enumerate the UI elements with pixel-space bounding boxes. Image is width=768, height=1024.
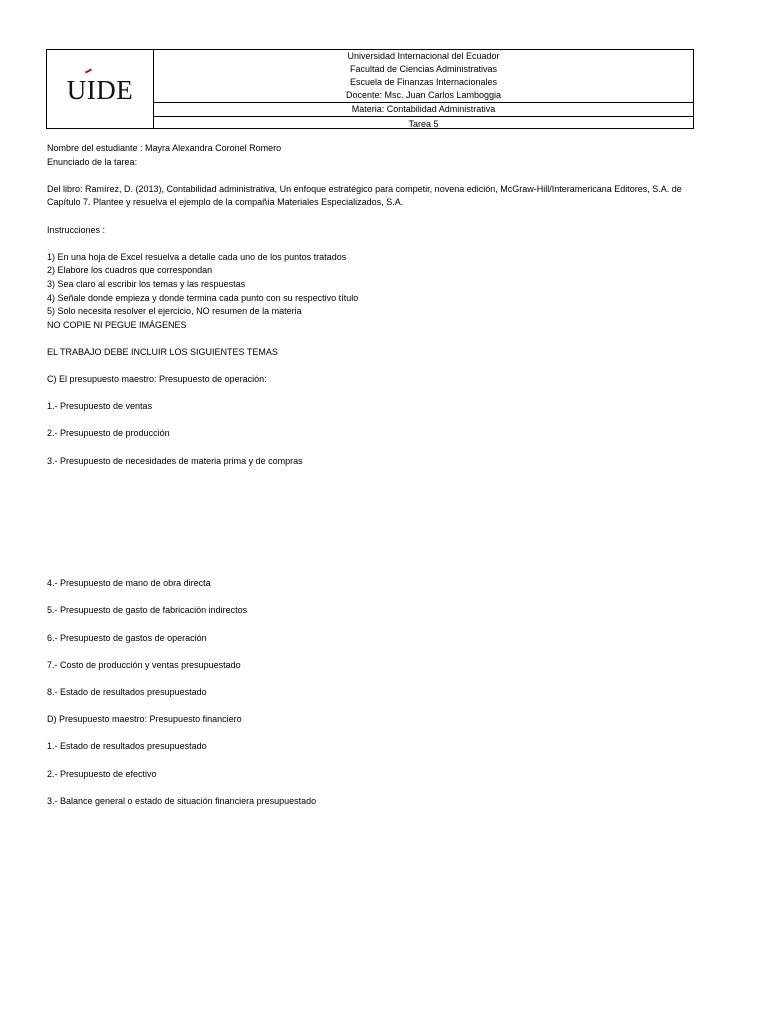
section-c-item: 5.- Presupuesto de gasto de fabricación indirectos <box>47 605 248 616</box>
section-d-item: 2.- Presupuesto de efectivo <box>47 768 157 779</box>
document-header <box>46 49 694 129</box>
section-c-item: 1.- Presupuesto de ventas <box>47 401 153 412</box>
instruction-item: 1) En una hoja de Excel resuelva a detalle cada uno de los puntos tratados <box>47 251 347 262</box>
section-c-item: 8.- Estado de resultados presupuestado <box>47 687 207 697</box>
section-c-item: 4.- Presupuesto de mano de obra directa <box>47 578 211 589</box>
section-c-item: 7.- Costo de producción y ventas presupuestado <box>47 659 241 670</box>
section-d-item: 3.- Balance general o estado de situación financiera presupuestado <box>47 795 317 806</box>
statement-label: Enunciado de la tarea: <box>47 156 138 167</box>
header-info <box>154 50 693 128</box>
instruction-item: 5) Solo necesita resolver el ejercicio, NO resumen de la materia <box>47 306 302 317</box>
section-c-title: C) El presupuesto maestro: Presupuesto de operación: <box>47 374 267 385</box>
book-reference-line-1: Del libro: Ramírez, D. (2013), Contabilidad administrativa, Un enfoque estratégico para competir, novena edición, McGraw-Hill/Interamericana Editores, S.A. de <box>47 183 682 194</box>
faculty-name: Facultad de Ciencias Administrativas <box>349 64 498 74</box>
logo-cell <box>47 50 154 128</box>
university-name: Universidad Internacional del Ecuador <box>347 51 500 61</box>
document-body <box>47 142 747 808</box>
section-c-item: 3.- Presupuesto de necesidades de materia prima y de compras <box>47 455 303 466</box>
instruction-item: 3) Sea claro al escribir los temas y las respuestas <box>47 278 246 289</box>
section-d-title: D) Presupuesto maestro: Presupuesto financiero <box>47 714 242 725</box>
logo-text: UIDE <box>66 74 134 105</box>
topics-heading: EL TRABAJO DEBE INCLUIR LOS SIGUIENTES TEMAS <box>47 346 278 357</box>
teacher-name: Docente: Msc. Juan Carlos Lamboggia <box>345 90 502 100</box>
uide-logo <box>67 73 133 106</box>
student-name: Nombre del estudiante : Mayra Alexandra Coronel Romero <box>47 143 282 153</box>
instruction-item: NO COPIE NI PEGUE IMÁGENES <box>47 319 187 330</box>
instructions-label: Instrucciones : <box>47 224 106 235</box>
book-reference-line-2: Capítulo 7. Plantee y resuelva el ejemplo de la compañía Materiales Especializados, S.A. <box>47 197 404 208</box>
instruction-item: 2) Elabore los cuadros que correspondan <box>47 265 213 276</box>
school-name: Escuela de Finanzas Internacionales <box>349 77 498 87</box>
section-d-item: 1.- Estado de resultados presupuestado <box>47 741 207 752</box>
section-c-item: 2.- Presupuesto de producción <box>47 428 170 439</box>
section-c-item: 6.- Presupuesto de gastos de operación <box>47 632 207 643</box>
task-title: Tarea 5 <box>154 116 693 131</box>
instruction-item: 4) Señale donde empieza y donde termina cada punto con su respectivo título <box>47 292 359 303</box>
logo-accent-mark <box>85 68 92 73</box>
subject-name: Materia: Contabilidad Administrativa <box>154 102 693 116</box>
